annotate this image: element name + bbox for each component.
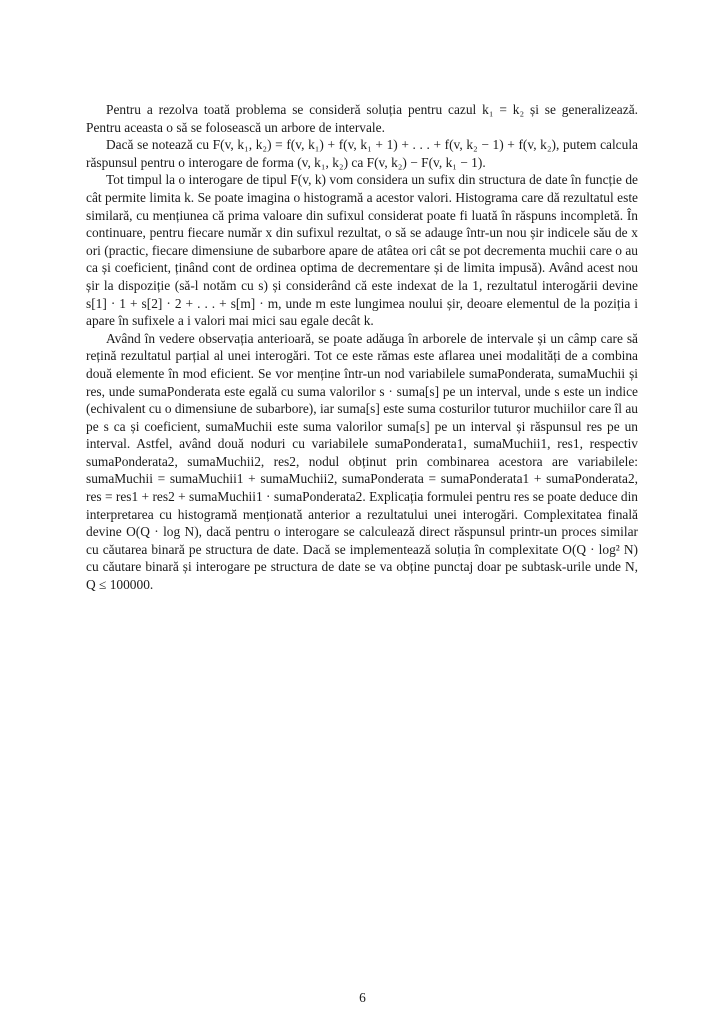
paragraph-3: Tot timpul la o interogare de tipul F(v, k) vom considera un sufix din structura de date în funcție de cât permite limita k. Se poate imagina o histogramă a acestor valori. Histograma care dă rezultatul este similară, cu mențiunea că prima valoare din sufixul considerat poate fi luată în răspuns incompletă. În continuare, pentru fiecare număr x din sufixul rezultat, o să se adauge într-un nou șir indicele său de x ori (practic, fiecare dimensiune de subarbore apare de atâtea ori cât se pot decrementa muchii care o au ca și coeficient, ținând cont de ordinea optima de decrementare și de limita impusă). Având acest nou șir la dispoziție (să-l notăm cu s) și considerând că este indexat de la 1, rezultatul interogării devine s[1] · 1 + s[2] · 2 + . . . + s[m] · m, unde m este lungimea noului șir, deoare elementul de la poziția i apare în sufixele a i valori mai mici sau egale decât k. — [86, 172, 638, 329]
paragraph-4: Având în vedere observația anterioară, se poate adăuga în arborele de intervale și un câmp care să rețină rezultatul parțial al unei interogări. Tot ce este rămas este aflarea unei modalități de a combina două elemente în mod eficient. Se vor menține într-un nod variabilele sumaPonderata, sumaMuchii și res, unde sumaPonderata este egală cu suma valorilor s · suma[s] pe un interval, unde s este un indice (echivalent cu o dimensiune de subarbore), iar suma[s] este suma costurilor tuturor muchiilor care îl au pe s ca și coeficient, sumaMuchii este suma valorilor suma[s] pe un interval și răspunsul res pe un interval. Astfel, având două noduri cu variabilele sumaPonderata1, sumaMuchii1, res1, respectiv sumaPonderata2, sumaMuchii2, res2, nodul obținut prin combinarea acestora are variabilele: sumaMuchii = sumaMuchii1 + sumaMuchii2, sumaPonderata = sumaPonderata1 + sumaPonderata2, res = res1 + res2 + sumaMuchii1 · sumaPonderata2. Explicația formulei pentru res se poate deduce din interpretarea cu histogramă menționată anterior a rezultatului unei interogări. Complexitatea finală devine O(Q · log N), dacă pentru o interogare se calculează direct răspunsul printr-un proces similar cu căutarea binară pe structura de date. Dacă se implementează soluția în complexitate O(Q · log² N) cu căutare binară și interogare pe structura de date se va obține punctaj doar pe subtask-urile unde N, Q ≤ 100000. — [86, 330, 638, 593]
paragraph-2: Dacă se notează cu F(v, k₁, k₂) = f(v, k₁) + f(v, k₁ + 1) + . . . + f(v, k₂ − 1) + f(v, k₂), putem calcula răspunsul pentru o interogare de forma (v, k₁, k₂) ca F(v, k₂) − F(v, k₁ − 1). — [86, 137, 638, 170]
page-number: 6 — [359, 990, 366, 1005]
body-text — [86, 101, 638, 594]
paragraph-1: Pentru a rezolva toată problema se consideră soluția pentru cazul k₁ = k₂ și se generalizează. Pentru aceasta o să se folosească un arbore de intervale. — [86, 102, 638, 135]
